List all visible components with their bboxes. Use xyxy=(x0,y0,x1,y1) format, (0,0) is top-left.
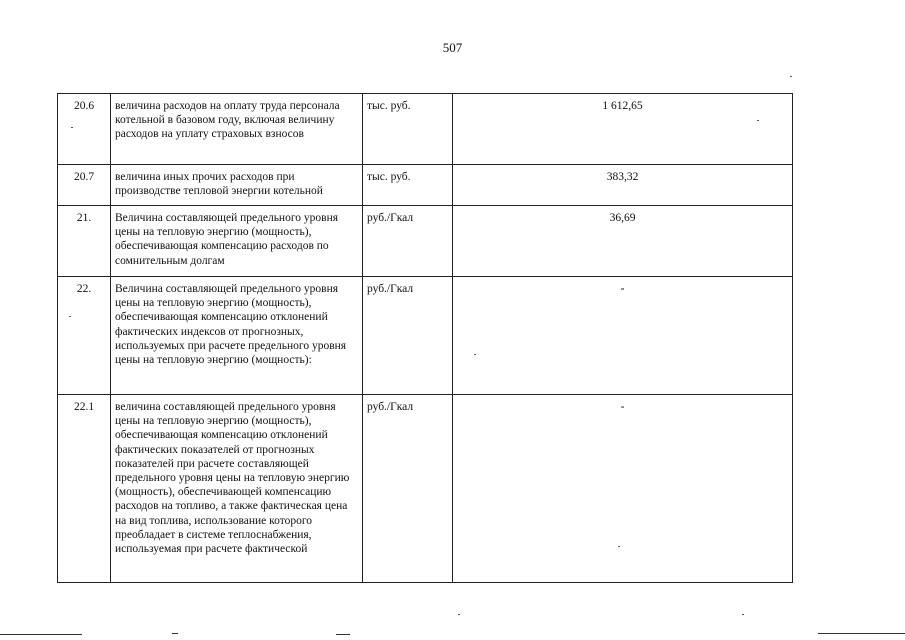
scan-edge-line xyxy=(336,634,350,635)
row-value: 383,32 xyxy=(453,165,793,206)
row-value: 1 612,65 xyxy=(453,94,793,165)
row-number: 20.7 xyxy=(58,165,111,206)
row-description: Величина составляющей предельного уровня цены на тепловую энергию (мощность), обеспечивающая компенсацию расходов по сомнительным долгам xyxy=(111,206,363,277)
scan-speck xyxy=(69,316,71,317)
page-number: 507 xyxy=(442,40,463,55)
row-unit: руб./Гкал xyxy=(363,395,453,583)
row-unit: тыс. руб. xyxy=(363,165,453,206)
row-description: величина расходов на оплату труда персонала котельной в базовом году, включая величину расходов на уплату страховых взносов xyxy=(111,94,363,165)
row-number: 22. xyxy=(58,277,111,395)
row-description: величина иных прочих расходов при производстве тепловой энергии котельной xyxy=(111,165,363,206)
row-unit: тыс. руб. xyxy=(363,94,453,165)
row-value: - xyxy=(453,277,793,395)
scan-speck xyxy=(474,354,476,355)
row-number: 22.1 xyxy=(58,395,111,583)
scan-speck xyxy=(742,614,744,615)
row-number: 21. xyxy=(58,206,111,277)
row-number: 20.6 xyxy=(58,94,111,165)
table-row xyxy=(58,395,793,583)
table-row xyxy=(58,165,793,206)
scan-speck xyxy=(71,127,73,128)
scan-edge-line xyxy=(172,633,178,634)
row-value: - xyxy=(453,395,793,583)
scan-edge-line xyxy=(0,634,82,635)
table-row xyxy=(58,94,793,165)
scan-speck xyxy=(790,76,792,77)
scan-speck xyxy=(458,614,460,615)
table-row xyxy=(58,277,793,395)
tariff-table xyxy=(57,93,793,583)
row-description: величина составляющей предельного уровня цены на тепловую энергию (мощность), обеспечивающая компенсацию отклонений фактических показателей от прогнозных показателей при расчете составляющей предельного уровня цены на тепловую энергию (мощность), обеспечивающей компенсацию расходов на топливо, а также фактическая цена на вид топлива, использование которого преобладает в системе теплоснабжения, используемая при расчете фактической xyxy=(111,395,363,583)
scan-speck xyxy=(757,120,759,121)
row-description: Величина составляющей предельного уровня цены на тепловую энергию (мощность), обеспечивающая компенсацию отклонений фактических индексов от прогнозных, используемых при расчете предельного уровня цены на тепловую энергию (мощность): xyxy=(111,277,363,395)
table-row xyxy=(58,206,793,277)
row-unit: руб./Гкал xyxy=(363,277,453,395)
scan-edge-line xyxy=(818,633,905,634)
scan-speck xyxy=(618,546,620,547)
row-value: 36,69 xyxy=(453,206,793,277)
row-unit: руб./Гкал xyxy=(363,206,453,277)
